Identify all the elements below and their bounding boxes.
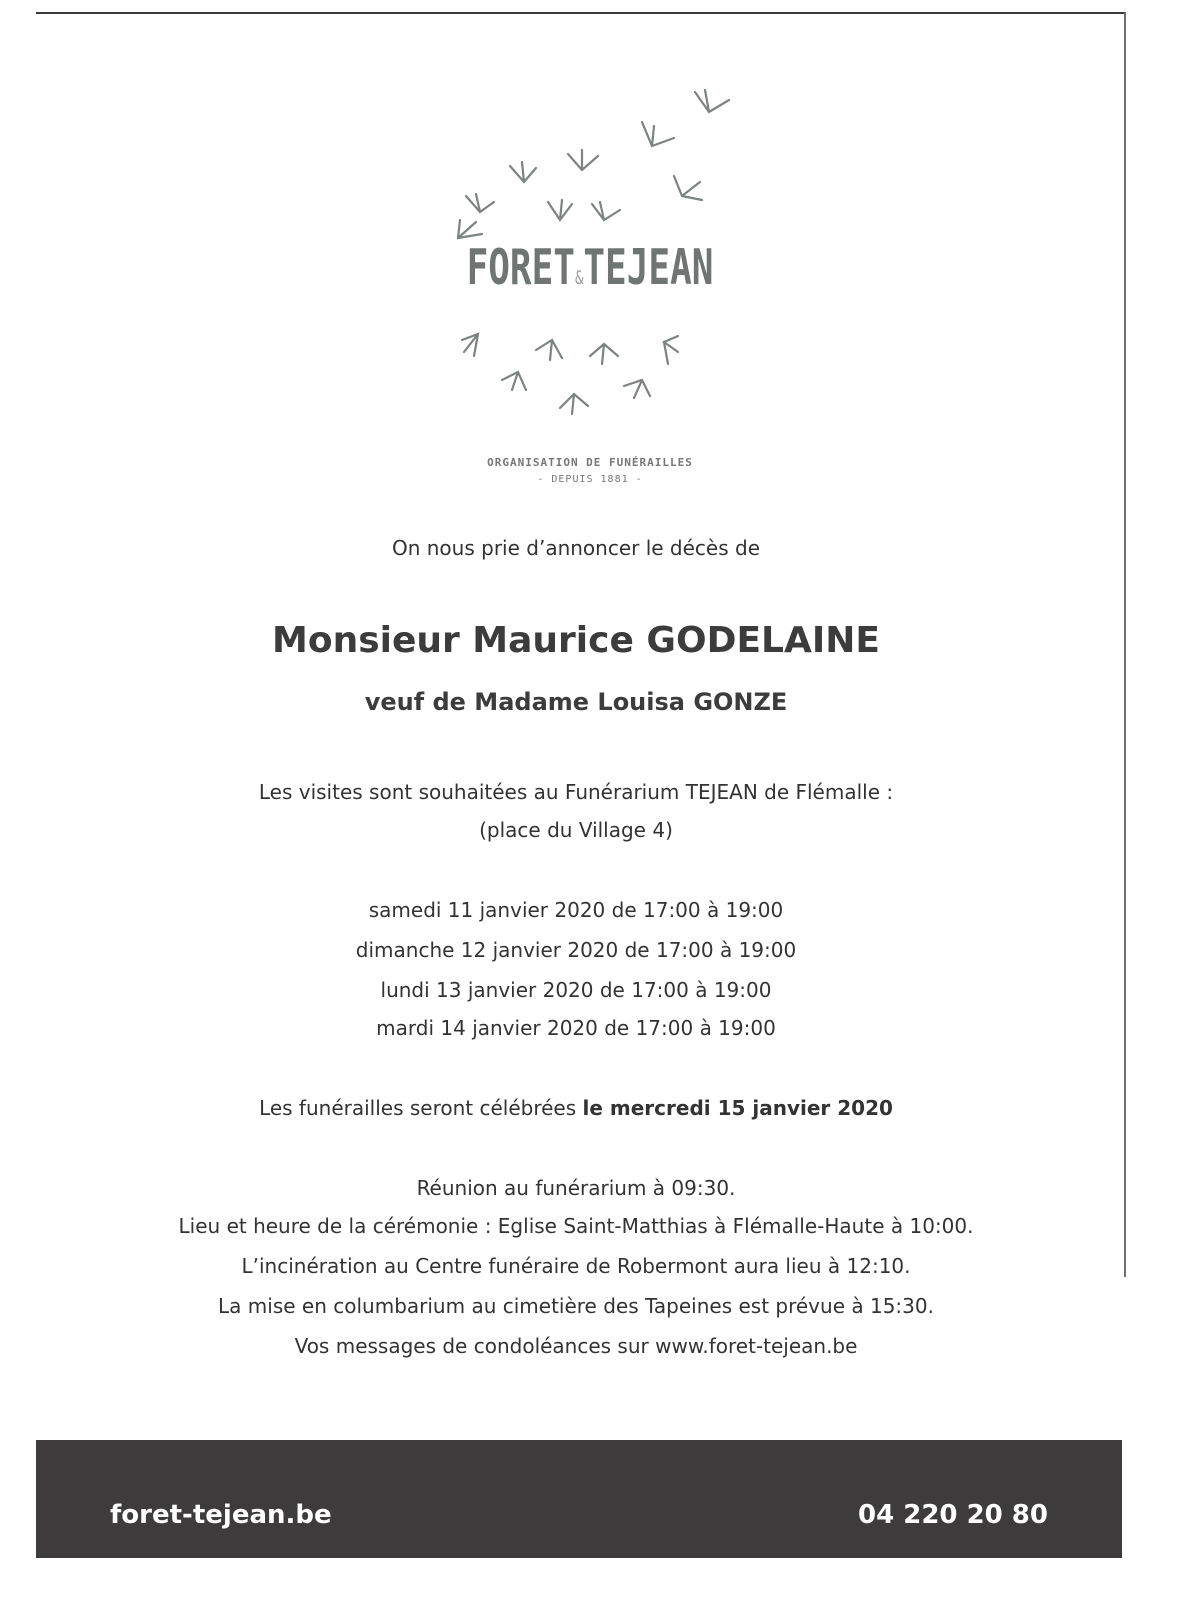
footer-bar	[36, 1440, 1122, 1558]
footer-phone: 04 220 20 80	[858, 1500, 1048, 1530]
detail-line: Réunion au funérarium à 09:30.	[416, 1176, 736, 1200]
page-top-border	[36, 12, 1126, 14]
visit-slot: dimanche 12 janvier 2020 de 17:00 à 19:00	[355, 938, 797, 962]
logo-wordmark: FORET&TEJEAN	[466, 240, 714, 297]
detail-line: L’incinération au Centre funéraire de Robermont aura lieu à 12:10.	[241, 1254, 911, 1278]
deceased-name: Monsieur Maurice GODELAINE	[272, 620, 880, 661]
condolences-line: Vos messages de condoléances sur www.foret-tejean.be	[294, 1334, 858, 1358]
detail-line: Lieu et heure de la cérémonie : Eglise Saint-Matthias à Flémalle-Haute à 10:00.	[178, 1214, 974, 1238]
footer-website[interactable]: foret-tejean.be	[110, 1500, 332, 1530]
funeral-date: le mercredi 15 janvier 2020	[582, 1096, 893, 1120]
company-logo	[420, 80, 760, 500]
detail-line: La mise en columbarium au cimetière des Tapeines est prévue à 15:30.	[218, 1294, 934, 1318]
visit-slot: mardi 14 janvier 2020 de 17:00 à 19:00	[376, 1016, 776, 1040]
logo-since: - DEPUIS 1881 -	[537, 474, 643, 485]
intro-text: On nous prie d’annoncer le décès de	[391, 536, 761, 560]
visit-slot: samedi 11 janvier 2020 de 17:00 à 19:00	[368, 898, 784, 922]
spouse-line: veuf de Madame Louisa GONZE	[364, 688, 788, 716]
logo-subtitle: ORGANISATION DE FUNÉRAILLES	[487, 456, 693, 469]
funeral-text: Les funérailles seront célébrées	[259, 1096, 583, 1120]
funeral-line	[0, 1096, 1152, 1120]
visits-text: Les visites sont souhaitées au Funérarium TEJEAN de Flémalle :	[258, 780, 894, 804]
visit-slot: lundi 13 janvier 2020 de 17:00 à 19:00	[380, 978, 772, 1002]
funerarium-address: (place du Village 4)	[479, 818, 673, 842]
